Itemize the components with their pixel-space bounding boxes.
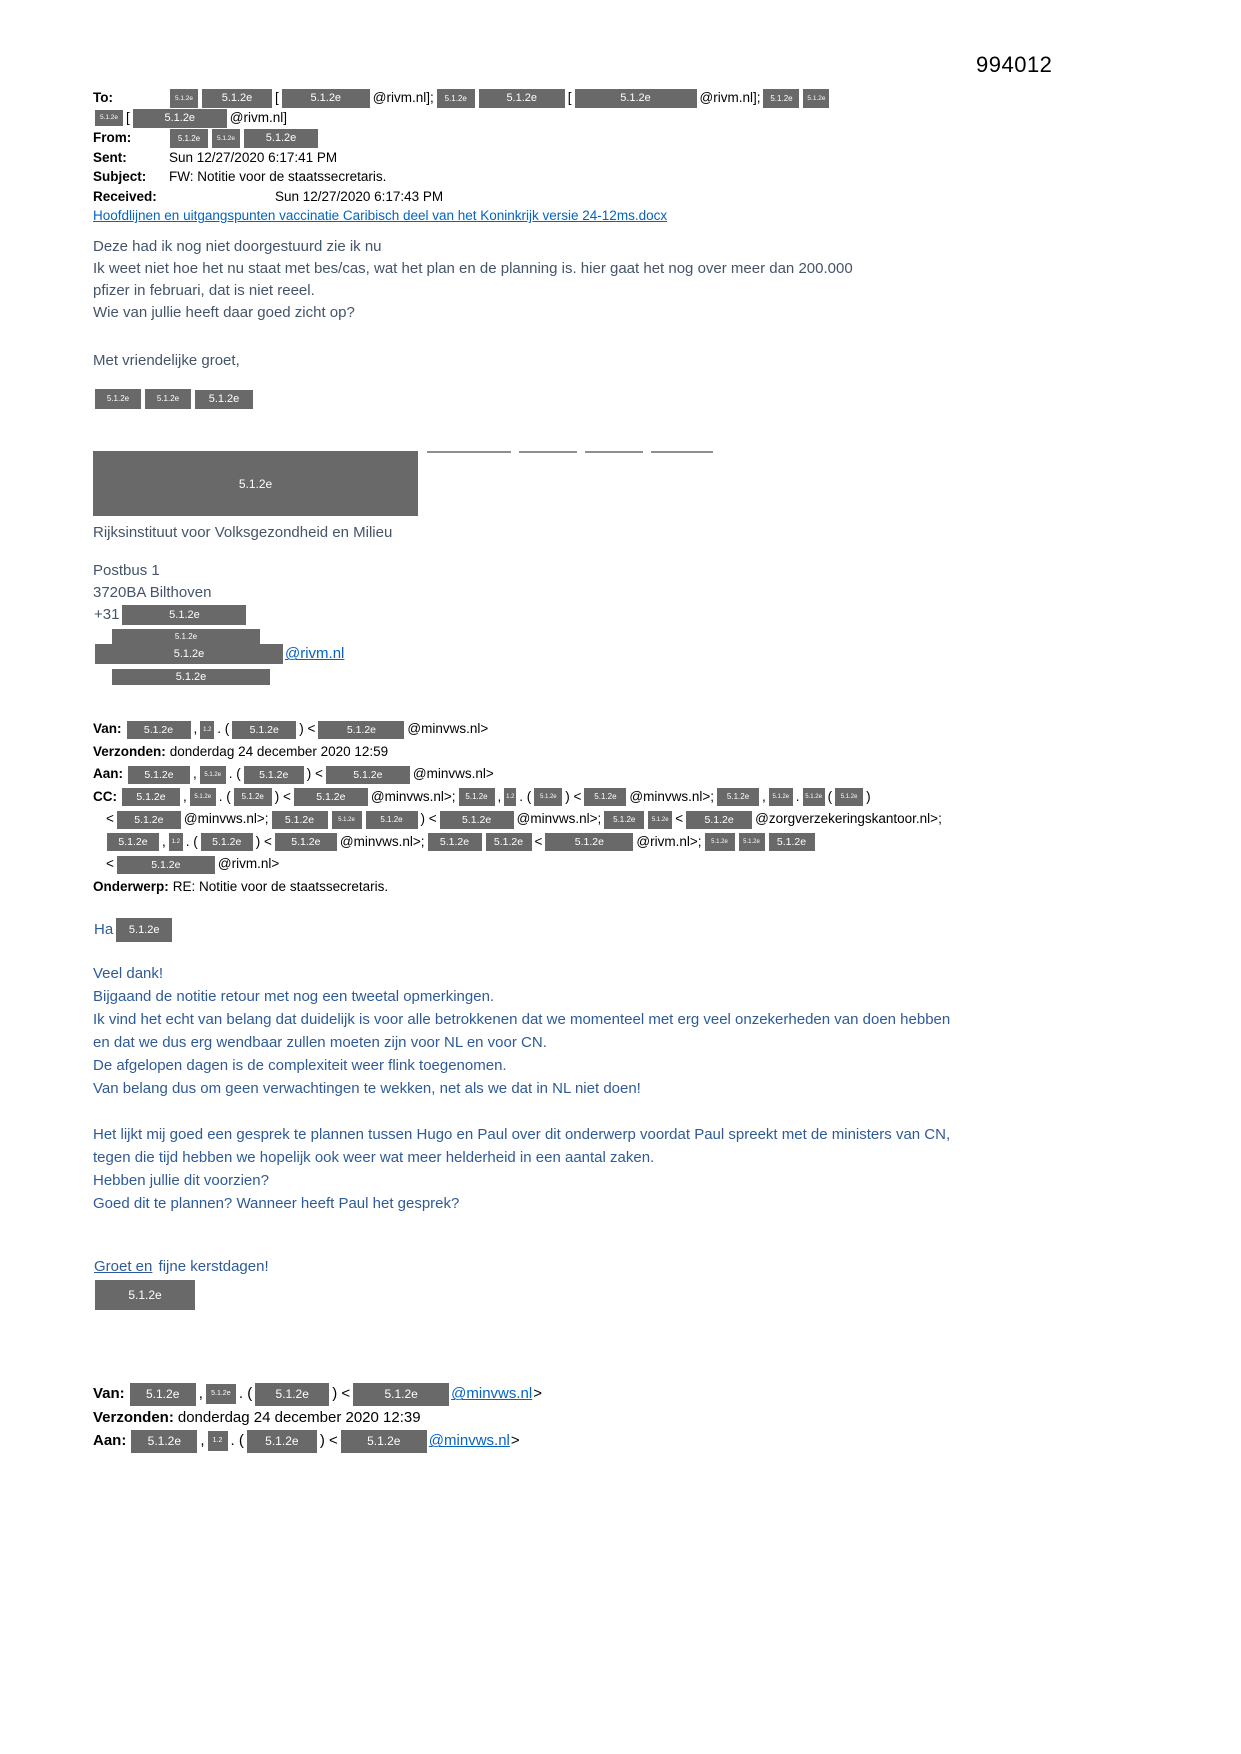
- email-body-top: [93, 236, 1201, 324]
- redaction-box: 5.1.2e: [95, 1280, 195, 1310]
- body-line: Bijgaand de notitie retour met nog een tweetal opmerkingen.: [93, 988, 495, 1006]
- redaction-box: 5.1.2e: [212, 129, 240, 148]
- redaction-box: 5.1.2e: [326, 766, 410, 784]
- header-text: ) <: [420, 811, 437, 827]
- signature-redaction-line: [93, 628, 1201, 644]
- redaction-box: 5.1.2e: [202, 89, 272, 108]
- field-label: To:: [93, 90, 113, 105]
- redaction-box: 5.1.2e: [201, 833, 253, 851]
- email-header: [93, 88, 1201, 206]
- redaction-box: 5.1.2e: [705, 833, 735, 851]
- header-text: RE: Notitie voor de staatssecretaris.: [172, 878, 389, 894]
- header-text: ,: [200, 1432, 205, 1450]
- redaction-box: 5.1.2e: [244, 129, 318, 148]
- signature-divider-segment: [651, 451, 713, 453]
- field-label: Sent:: [93, 149, 127, 165]
- header-text: . (: [217, 721, 230, 737]
- header-text: Sun 12/27/2020 6:17:41 PM: [169, 149, 338, 165]
- header-text: <: [106, 811, 114, 827]
- header-text: @minvws.nl>: [407, 721, 489, 737]
- field-label: Verzonden:: [93, 743, 166, 759]
- header-text: . (: [238, 1385, 253, 1403]
- header-text: @rivm.nl];: [699, 90, 761, 105]
- signature-email-line: [93, 644, 1201, 665]
- header-text: ): [866, 788, 871, 804]
- redaction-box: 5.1.2e: [428, 833, 482, 851]
- header-text: @rivm.nl>;: [636, 833, 702, 849]
- redaction-box: 5.1.2e: [803, 788, 825, 806]
- header-text: ) <: [274, 788, 291, 804]
- header-text: ,: [762, 788, 766, 804]
- redaction-box: 5.1.2e: [206, 1384, 236, 1404]
- phone-line: [93, 604, 1201, 625]
- redaction-box: 5.1.2e: [437, 89, 475, 108]
- redaction-box: 5.1.2e: [255, 1383, 329, 1406]
- field-label: Onderwerp:: [93, 878, 169, 894]
- header-text: @minvws.nl>;: [370, 788, 456, 804]
- header-text: ,: [193, 721, 198, 737]
- greeting-line: [93, 918, 1201, 942]
- header-text: fijne kerstdagen!: [154, 1258, 269, 1276]
- redaction-box: 5.1.2e: [95, 644, 283, 664]
- body-line: Goed dit te plannen? Wanneer heeft Paul het gesprek?: [93, 1195, 460, 1213]
- redaction-box: 1.2: [169, 833, 183, 851]
- field-label: Verzonden:: [93, 1408, 174, 1426]
- redaction-box: 5.1.2e: [717, 788, 759, 806]
- body-line: Deze had ik nog niet doorgestuurd zie ik nu: [93, 238, 382, 256]
- header-text: . (: [218, 788, 231, 804]
- header-text: ) <: [255, 833, 272, 849]
- redaction-box: 5.1.2e: [117, 811, 181, 829]
- header-text: @minvws.nl>;: [629, 788, 715, 804]
- header-text: [: [567, 90, 572, 105]
- redaction-box: 5.1.2e: [95, 110, 123, 126]
- body-line: Het lijkt mij goed een gesprek te plannen tussen Hugo en Paul over dit onderwerp voordat Paul spreekt met de ministers van CN,: [93, 1126, 951, 1144]
- header-text: >: [510, 1432, 520, 1450]
- rivm-email-link[interactable]: @rivm.nl: [285, 645, 345, 663]
- header-text: @zorgverzekeringskantoor.nl>;: [755, 811, 942, 827]
- redaction-box: 1.2: [504, 788, 516, 806]
- redaction-box: 5.1.2e: [803, 89, 829, 108]
- body-line: pfizer in februari, dat is niet reeel.: [93, 282, 315, 300]
- body-line: Ik vind het echt van belang dat duidelijk is voor alle betrokkenen dat we momenteel met erg veel onzekerheden van doen hebben: [93, 1011, 951, 1029]
- redaction-box: 5.1.2e: [128, 766, 190, 784]
- header-text: FW: Notitie voor de staatssecretaris.: [169, 169, 387, 185]
- redaction-box: 5.1.2e: [294, 788, 368, 806]
- body-line: Wie van jullie heeft daar goed zicht op?: [93, 304, 355, 322]
- redaction-box: 5.1.2e: [584, 788, 626, 806]
- redaction-box: 5.1.2e: [95, 389, 141, 409]
- header-text: @rivm.nl]: [229, 109, 287, 125]
- redaction-box: 5.1.2e: [459, 788, 495, 806]
- address-line: 3720BA Bilthoven: [93, 584, 212, 602]
- body-line: De afgelopen dagen is de complexiteit weer flink toegenomen.: [93, 1057, 507, 1075]
- header-text: [: [126, 109, 130, 125]
- header-text: @rivm.nl];: [372, 90, 434, 105]
- field-label: From:: [93, 129, 132, 145]
- signature-redaction-line: [93, 668, 1201, 684]
- redaction-box: 5.1.2e: [648, 811, 672, 829]
- field-label: Van:: [93, 721, 122, 737]
- signature-divider-segment: [519, 451, 577, 453]
- quoted-email-header-bottom: [93, 1382, 1201, 1453]
- header-text: [: [275, 90, 279, 105]
- body-line: Van belang dus om geen verwachtingen te wekken, net als we dat in NL niet doen!: [93, 1080, 641, 1098]
- redaction-box: 5.1.2e: [131, 1430, 197, 1453]
- header-text: . (: [228, 766, 241, 782]
- header-text: (: [827, 788, 833, 804]
- redaction-box: 5.1.2e: [440, 811, 514, 829]
- signature-name-redactions: [93, 389, 1201, 411]
- signature-name-redaction: [93, 1280, 1201, 1310]
- minvws-email-link[interactable]: @minvws.nl: [428, 1432, 510, 1450]
- quoted-verzonden-line: [93, 741, 1201, 764]
- header-text: >: [533, 1385, 542, 1403]
- body-line: Ik weet niet hoe het nu staat met bes/cas, wat het plan en de planning is. hier gaat het nog over meer dan 200.000: [93, 260, 853, 278]
- header-text: Sun 12/27/2020 6:17:43 PM: [275, 188, 444, 204]
- redaction-box: 5.1.2e: [575, 89, 697, 108]
- header-text: donderdag 24 december 2020 12:39: [177, 1408, 421, 1426]
- header-to-line-1: [93, 88, 1201, 108]
- header-sent-line: [93, 148, 1201, 168]
- redaction-box: 5.1.2e: [604, 811, 644, 829]
- redaction-box: 5.1.2e: [190, 788, 216, 806]
- closing-line: Met vriendelijke groet,: [93, 352, 240, 370]
- redaction-box: 5.1.2e: [486, 833, 532, 851]
- header-text: . (: [519, 788, 532, 804]
- header-text: ,: [183, 788, 187, 804]
- redaction-box-large: 5.1.2e: [93, 451, 418, 516]
- field-label: Subject:: [93, 169, 147, 185]
- header-text: .: [795, 788, 800, 804]
- redaction-box: 5.1.2e: [122, 788, 180, 806]
- header-text: donderdag 24 december 2020 12:59: [169, 743, 389, 759]
- redaction-box: 5.1.2e: [282, 89, 370, 108]
- redaction-box: 5.1.2e: [534, 788, 562, 806]
- header-text: ) <: [565, 788, 582, 804]
- header-text: @rivm.nl>: [217, 856, 280, 872]
- redaction-box: 5.1.2e: [244, 766, 304, 784]
- redaction-box: 5.1.2e: [170, 89, 198, 108]
- address-line: Postbus 1: [93, 562, 160, 580]
- redaction-box: 5.1.2e: [234, 788, 272, 806]
- header-text: . (: [230, 1432, 244, 1450]
- header-text: @minvws.nl>;: [183, 811, 269, 827]
- redaction-box: 5.1.2e: [332, 811, 362, 829]
- redaction-box: 5.1.2e: [107, 833, 159, 851]
- header-text: @minvws.nl>;: [516, 811, 602, 827]
- redaction-box: 5.1.2e: [769, 833, 815, 851]
- field-label: Van:: [93, 1385, 125, 1403]
- body-line: Hebben jullie dit voorzien?: [93, 1172, 269, 1190]
- header-text: <: [534, 833, 543, 849]
- attachment-link[interactable]: Hoofdlijnen en uitgangspunten vaccinatie Caribisch deel van het Koninkrijk versie 24-12ms.docx: [93, 208, 668, 224]
- signature-divider-segment: [585, 451, 643, 453]
- header-text: ) <: [306, 766, 323, 782]
- header-to-line-2: [93, 108, 1201, 128]
- redaction-box: 5.1.2e: [145, 389, 191, 409]
- quoted-onderwerp-line: [93, 876, 1201, 899]
- header-text: <: [675, 811, 684, 827]
- redaction-box: 5.1.2e: [247, 1430, 317, 1453]
- minvws-email-link[interactable]: @minvws.nl: [451, 1385, 533, 1403]
- quoted-cc-line: [93, 853, 1201, 876]
- redaction-box: 5.1.2e: [275, 833, 337, 851]
- redaction-box: 5.1.2e: [170, 129, 208, 148]
- quoted-verzonden-line: [93, 1406, 1201, 1430]
- header-text: ,: [198, 1385, 203, 1403]
- header-text: +31: [94, 606, 120, 624]
- field-label: Received:: [93, 188, 157, 204]
- redaction-box: 5.1.2e: [133, 109, 227, 128]
- attachment-row: [93, 206, 1201, 225]
- redaction-box: 5.1.2e: [366, 811, 418, 829]
- redaction-box: 5.1.2e: [341, 1430, 427, 1453]
- header-text: @minvws.nl>;: [339, 833, 425, 849]
- redaction-box: 5.1.2e: [116, 918, 172, 942]
- body-blank-line: [93, 1100, 1201, 1123]
- email-body-quoted: [93, 962, 1201, 1215]
- redaction-box: 5.1.2e: [127, 721, 191, 739]
- header-text: Groet en: [94, 1258, 153, 1276]
- header-from-line: [93, 128, 1201, 148]
- redaction-box: 5.1.2e: [232, 721, 296, 739]
- header-text: ) <: [332, 1385, 351, 1403]
- redaction-box: 1.2: [208, 1431, 228, 1451]
- redaction-box: 5.1.2e: [318, 721, 404, 739]
- redaction-box: 5.1.2e: [272, 811, 328, 829]
- signature-logo-area: [93, 451, 1201, 516]
- redaction-box: 5.1.2e: [739, 833, 765, 851]
- redaction-box: 5.1.2e: [130, 1383, 196, 1406]
- field-label: Aan:: [93, 1432, 127, 1450]
- redaction-box: 5.1.2e: [195, 390, 253, 409]
- redaction-box: 5.1.2e: [763, 89, 799, 108]
- redaction-box: 5.1.2e: [686, 811, 752, 829]
- header-text: Ha: [94, 921, 114, 939]
- closing-line: [93, 1255, 1201, 1278]
- signature-divider-segment: [427, 451, 511, 453]
- header-text: ) <: [299, 721, 316, 737]
- redaction-box: 5.1.2e: [545, 833, 633, 851]
- body-line: en dat we dus erg wendbaar zullen moeten zijn voor NL en voor CN.: [93, 1034, 547, 1052]
- redaction-box: 5.1.2e: [112, 669, 270, 685]
- header-received-line: [93, 187, 1201, 207]
- quoted-email-header: [93, 718, 1201, 898]
- organization-name: Rijksinstituut voor Volksgezondheid en Milieu: [93, 524, 393, 542]
- header-text: ,: [193, 766, 197, 782]
- redaction-box: 5.1.2e: [769, 788, 793, 806]
- quoted-van-line: [93, 1382, 1201, 1406]
- header-text: ,: [497, 788, 502, 804]
- redaction-box: 5.1.2e: [353, 1383, 449, 1406]
- redaction-box: 5.1.2e: [835, 788, 863, 806]
- header-text: <: [106, 856, 114, 872]
- quoted-cc-line: [93, 808, 1201, 831]
- field-label: CC:: [93, 788, 117, 804]
- header-text: ) <: [319, 1432, 338, 1450]
- quoted-van-line: [93, 718, 1201, 741]
- header-text: @minvws.nl>: [412, 766, 494, 782]
- redaction-box: 5.1.2e: [122, 605, 246, 625]
- header-text: ,: [162, 833, 166, 849]
- quoted-aan-line: [93, 1429, 1201, 1453]
- quoted-cc-line: [93, 786, 1201, 809]
- field-label: Aan:: [93, 766, 123, 782]
- header-subject-line: [93, 167, 1201, 187]
- redaction-box: 5.1.2e: [112, 629, 260, 645]
- page-number: 994012: [976, 52, 1053, 77]
- header-text: . (: [185, 833, 198, 849]
- redaction-box: 5.1.2e: [200, 766, 226, 784]
- redaction-box: 1.2: [200, 721, 214, 739]
- body-line: Veel dank!: [93, 965, 164, 983]
- quoted-aan-line: [93, 763, 1201, 786]
- redaction-box: 5.1.2e: [117, 856, 215, 874]
- quoted-cc-line: [93, 831, 1201, 854]
- redaction-box: 5.1.2e: [479, 89, 565, 108]
- body-line: tegen die tijd hebben we hopelijk ook weer wat meer helderheid in een aantal zaken.: [93, 1149, 655, 1167]
